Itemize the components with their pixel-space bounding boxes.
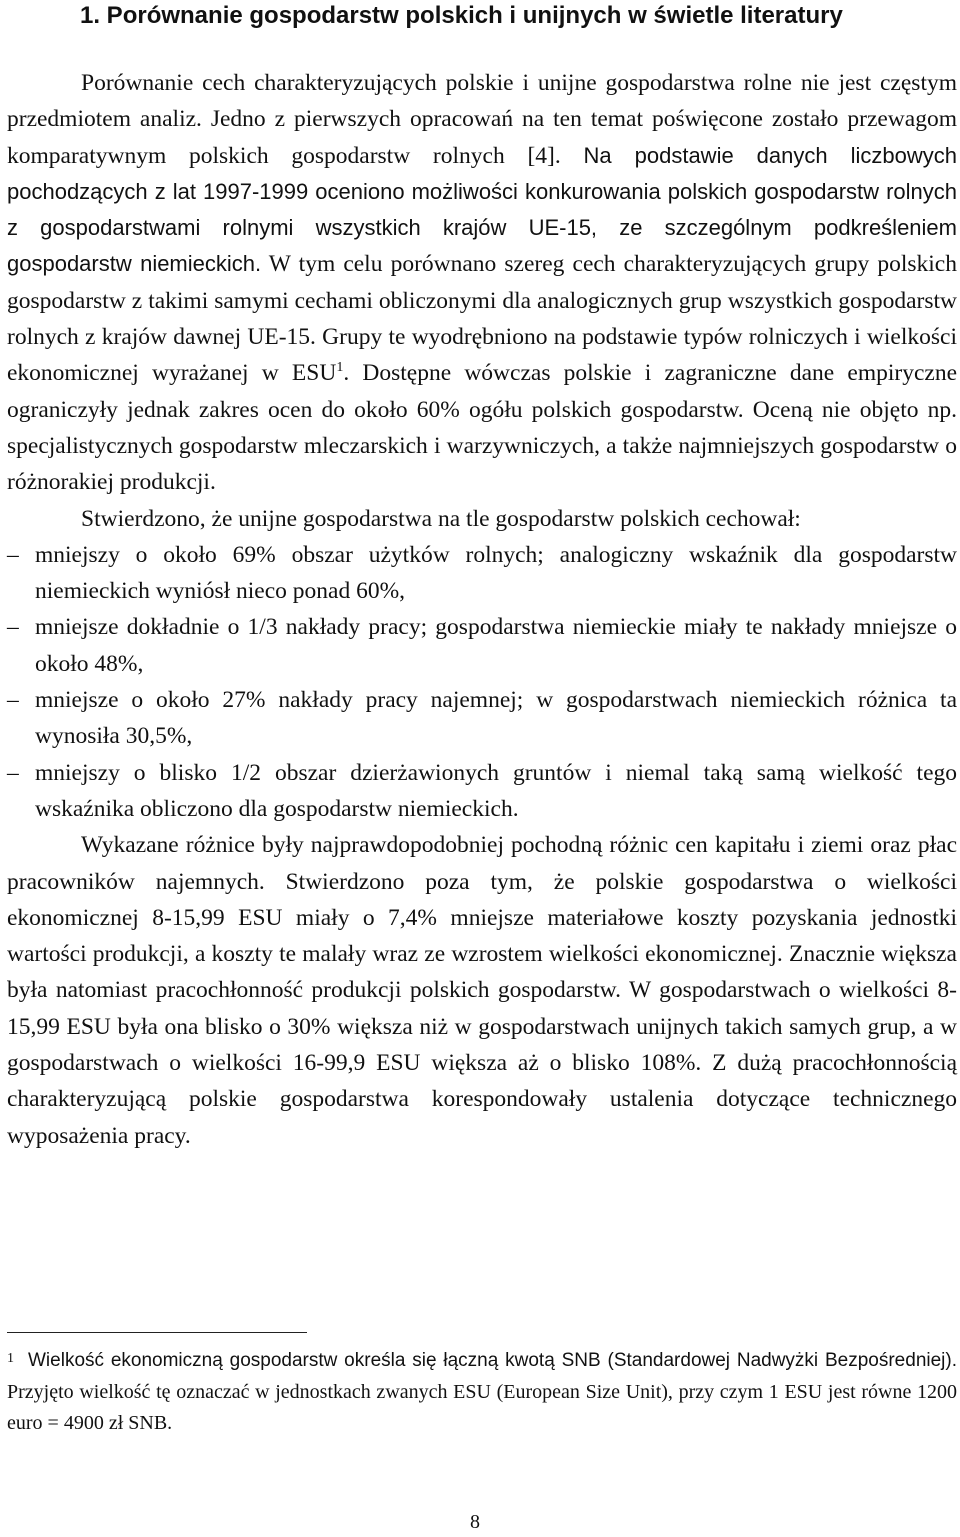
list-item: [7, 755, 957, 828]
list-item: [7, 537, 957, 610]
list-item-text: mniejszy o blisko 1/2 obszar dzierżawionych gruntów i niemal taką samą wielkość tego wskaźnika obliczono dla gospodarstw niemieckich.: [35, 759, 957, 822]
footnote: [7, 1345, 957, 1440]
dash-bullet: –: [7, 687, 19, 714]
section-heading: 1. Porównanie gospodarstw polskich i unijnych w świetle literatury: [80, 2, 843, 29]
paragraph-1-text-d: . Dostępne wówczas polskie i zagraniczne dane empiryczne ograniczyły jednak zakres ocen do około 60% ogółu polskich gospodarstw. Oceną nie objęto np. specjalistycznych gospodarstw mleczarskich i warzywniczych, a także najmniejszych gospodarstw o różnorakiej produkcji.: [7, 360, 957, 496]
body-text: [7, 65, 957, 1154]
footnote-mark: 1: [7, 1351, 14, 1366]
dash-bullet: –: [7, 759, 19, 786]
footnote-text-a: Wielkość ekonomiczną gospodarstw określa się łączną kwotą SNB (Standardowej Nadwyżki Bezpośredniej).: [28, 1350, 957, 1371]
footnote-text-b: Przyjęto wielkość tę oznaczać w jednostkach zwanych ESU (European Size Unit), przy czym 1 ESU jest równe 1200 euro = 4900 zł SNB.: [7, 1380, 957, 1434]
paragraph-2-intro: Stwierdzono, że unijne gospodarstwa na tle gospodarstw polskich cechował:: [81, 505, 801, 532]
findings-list: [7, 537, 957, 827]
paragraph-1: [7, 65, 957, 501]
paragraph-1-text-c: W tym celu porównano szereg cech charakteryzujących grupy polskich gospodarstw z takimi samymi cechami obliczonymi dla analogicznych grup wszystkich gospodarstw rolnych z krajów dawnej UE-15. Grupy te wyodrębniono na podstawie typów rolniczych i wielkości ekonomicznej wyrażanej w ESU: [7, 251, 957, 387]
list-item: [7, 609, 957, 682]
paragraph-1-text-b: Na podstawie danych liczbowych pochodzących z lat 1997-1999 oceniono możliwości konkurowania polskich gospodarstw rolnych z gospodarstwami rolnymi wszystkich krajów UE-15, ze szczególnym podkreśleniem gospodarstw niemieckich.: [7, 142, 957, 277]
dash-bullet: –: [7, 541, 19, 568]
page-number: 8: [470, 1511, 480, 1533]
list-item: [7, 682, 957, 755]
list-item-text: mniejsze dokładnie o 1/3 nakłady pracy; gospodarstwa niemieckie miały te nakłady mniejsze o około 48%,: [35, 614, 957, 677]
footnote-separator: [7, 1332, 307, 1333]
paragraph-1-text-a: Porównanie cech charakteryzujących polskie i unijne gospodarstwa rolne nie jest częstym przedmiotem analiz. Jedno z pierwszych opracowań na ten temat poświęcone zostało przewagom komparatywnym polskich gospodarstw rolnych [4].: [7, 70, 957, 169]
footnote-reference[interactable]: 1: [336, 360, 344, 376]
list-item-text: mniejsze o około 27% nakłady pracy najemnej; w gospodarstwach niemieckich różnica ta wynosiła 30,5%,: [35, 687, 957, 750]
paragraph-3: Wykazane różnice były najprawdopodobniej pochodną różnic cen kapitału i ziemi oraz płac pracowników najemnych. Stwierdzono poza tym, że polskie gospodarstwa o wielkości ekonomicznej 8-15,99 ESU miały o 7,4% mniejsze materiałowe koszty pozyskania jednostki wartości produkcji, a koszty te malały wraz ze wzrostem wielkości ekonomicznej. Znacznie większa była natomiast pracochłonność produkcji polskich gospodarstw. W gospodarstwach o wielkości 8-15,99 ESU była ona blisko o 30% większa niż w gospodarstwach unijnych takich samych grup, a w gospodarstwach o wielkości 16-99,9 ESU większa aż o blisko 108%. Z dużą pracochłonnością charakteryzującą polskie gospodarstwa korespondowały ustalenia dotyczące technicznego wyposażenia pracy.: [7, 832, 957, 1149]
list-item-text: mniejszy o około 69% obszar użytków rolnych; analogiczny wskaźnik dla gospodarstw niemieckich wyniósł nieco ponad 60%,: [35, 541, 957, 605]
dash-bullet: –: [7, 614, 19, 641]
